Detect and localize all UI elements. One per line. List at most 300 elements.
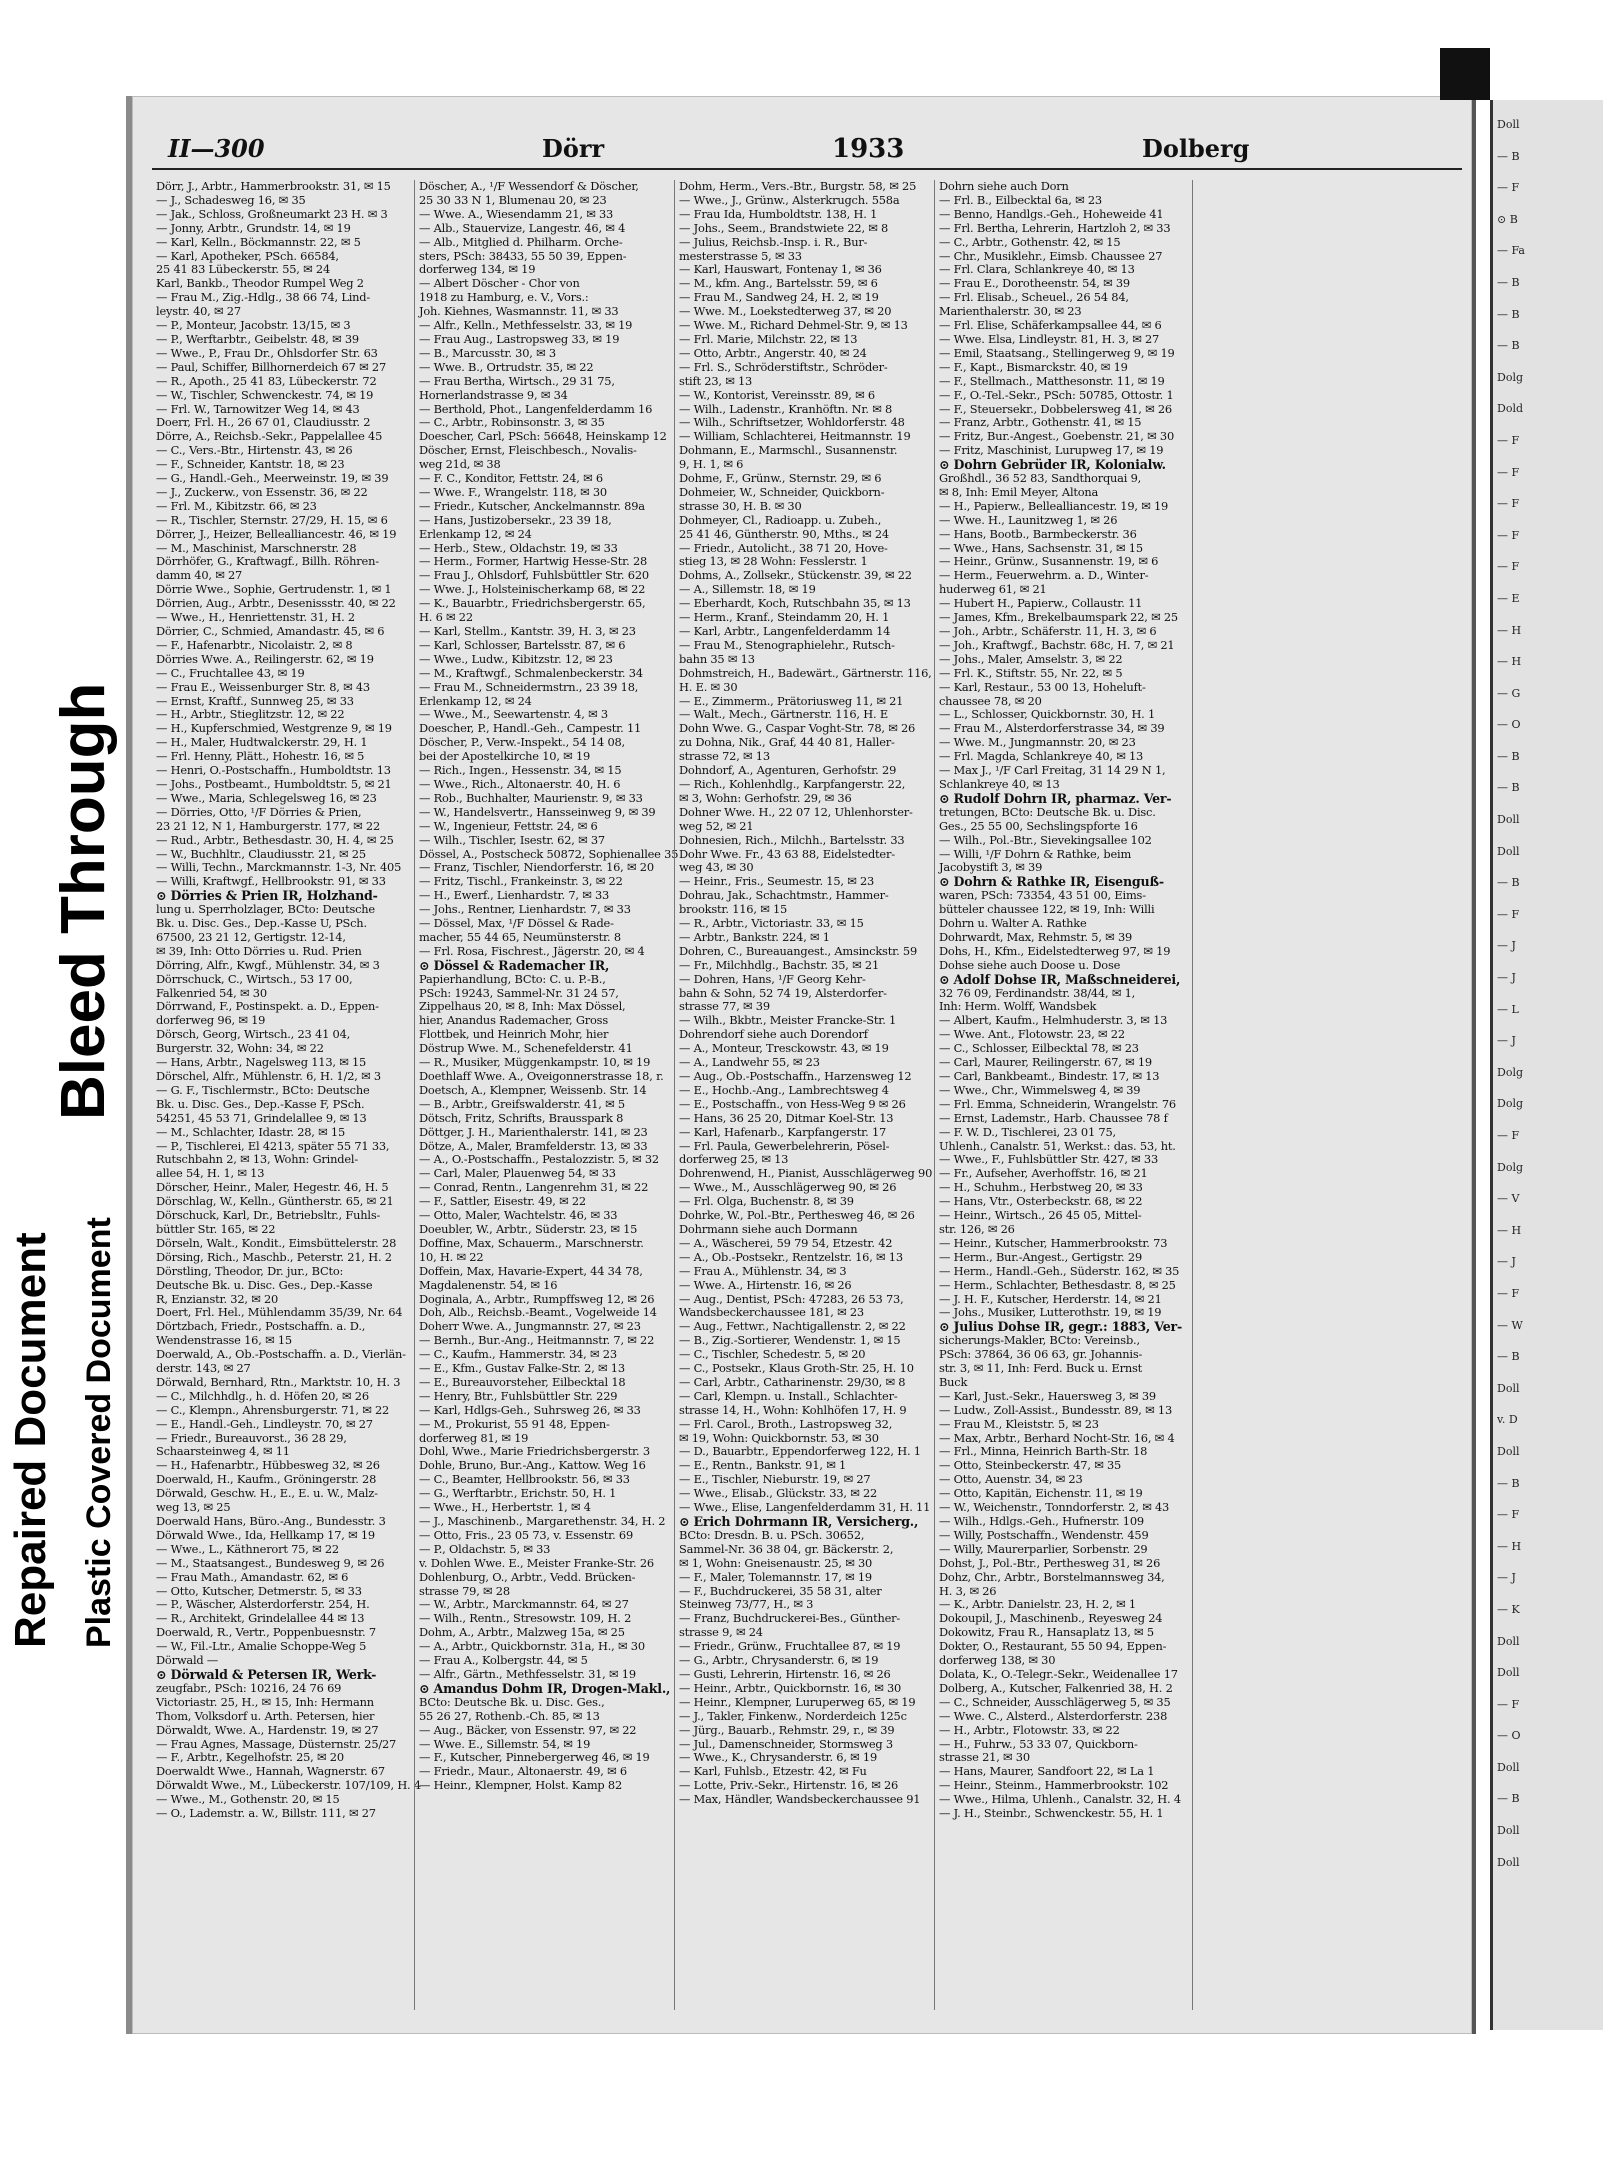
directory-entry: — Wwe., M., Seewartenstr. 4, ✉ 3 (419, 707, 608, 722)
next-page-fragment: — F (1497, 560, 1520, 574)
directory-entry: strasse 79, ✉ 28 (419, 1583, 510, 1598)
directory-entry: — F., Schneider, Kantstr. 18, ✉ 23 (156, 457, 345, 472)
directory-entry: — Johs., Seem., Brandstwiete 22, ✉ 8 (679, 220, 889, 235)
directory-entry: — G., Arbtr., Chrysanderstr. 6, ✉ 19 (679, 1653, 879, 1668)
directory-entry: — F., Arbtr., Kegelhofstr. 25, ✉ 20 (156, 1750, 344, 1765)
directory-entry: H. 3, ✉ 26 (939, 1583, 997, 1598)
directory-entry: — Hans, Vtr., Osterbeckstr. 68, ✉ 22 (939, 1194, 1143, 1209)
directory-entry: Großhdl., 36 52 83, Sandthorquai 9, (939, 471, 1142, 486)
directory-entry: — Hans, Maurer, Sandfoort 22, ✉ La 1 (939, 1764, 1155, 1779)
directory-entry: Joh. Kiehnes, Wasmannstr. 11, ✉ 33 (419, 304, 619, 319)
directory-entry: — Wwe. J., Holsteinischerkamp 68, ✉ 22 (419, 582, 646, 597)
directory-entry: — Wwe. A., Hirtenstr. 16, ✉ 26 (679, 1277, 852, 1292)
directory-entry: — A., Wäscherei, 59 79 54, Etzestr. 42 (679, 1235, 893, 1250)
directory-entry: — Wwe., Rich., Altonaerstr. 40, H. 6 (419, 776, 621, 791)
directory-column-2 (414, 179, 679, 2010)
directory-entry: Dohrenwend, H., Pianist, Ausschlägerweg 90 (679, 1166, 933, 1181)
directory-entry: — Wilh., Pol.-Btr., Sievekingsallee 102 (939, 832, 1152, 847)
directory-entry: Dörring, Alfr., Kwgf., Mühlenstr. 34, ✉ 3 (156, 957, 380, 972)
directory-entry: — Jonny, Arbtr., Grundstr. 14, ✉ 19 (156, 220, 351, 235)
directory-entry: Wandsbeckerchaussee 181, ✉ 23 (679, 1305, 864, 1320)
directory-entry: bei der Apostelkirche 10, ✉ 19 (419, 749, 591, 764)
directory-entry: — Conrad, Rentn., Langenrehm 31, ✉ 22 (419, 1180, 649, 1195)
directory-entry: Dohmann, E., Marmschl., Susannenstr. (679, 443, 898, 458)
directory-entry: — Willi, ¹/F Dohrn & Rathke, beim (939, 846, 1132, 861)
directory-entry: sters, PSch: 38433, 55 50 39, Eppen- (419, 248, 627, 263)
directory-entry: Dörsch, Georg, Wirtsch., 23 41 04, (156, 1027, 351, 1042)
directory-entry: — Lotte, Priv.-Sekr., Hirtenstr. 16, ✉ 26 (679, 1778, 899, 1793)
directory-entry: — Frl. Magda, Schlankreye 40, ✉ 13 (939, 749, 1144, 764)
directory-entry: — M., Maschinist, Marschnerstr. 28 (156, 540, 357, 555)
directory-entry: — Wwe., F., Fuhlsbüttler Str. 427, ✉ 33 (939, 1152, 1159, 1167)
page-number: II—300 (168, 134, 265, 163)
directory-entry: bahn & Sohn, 52 74 19, Alsterdorfer- (679, 985, 887, 1000)
directory-entry: — P., Tischlerei, El 4213, später 55 71 33, (156, 1138, 390, 1153)
directory-entry: Dörre, A., Reichsb.-Sekr., Pappelallee 45 (156, 429, 383, 444)
directory-entry: — Wwe. M., Loekstedterweg 37, ✉ 20 (679, 304, 892, 319)
directory-entry: Victoriastr. 25, H., ✉ 15, Inh: Hermann (156, 1694, 374, 1709)
directory-entry: Döscher, P., Verw.-Inspekt., 54 14 08, (419, 735, 625, 750)
directory-entry: 25 41 46, Güntherstr. 90, Mths., ✉ 24 (679, 526, 889, 541)
directory-entry: Dörwald — (156, 1653, 219, 1668)
directory-entry: Dörseln, Walt., Kondit., Eimsbüttelerstr. 28 (156, 1235, 397, 1250)
directory-entry: — Herm., Former, Hartwig Hesse-Str. 28 (419, 554, 648, 569)
directory-entry: — E., Tischler, Nieburstr. 19, ✉ 27 (679, 1472, 871, 1487)
next-page-fragment: — F (1497, 181, 1520, 195)
directory-entry: — J., Maschinenb., Margarethenstr. 34, H. 2 (419, 1514, 666, 1528)
directory-entry: — Hans, Justizobersekr., 23 39 18, (419, 512, 612, 527)
directory-entry: — Karl, Schlosser, Bartelsstr. 87, ✉ 6 (419, 637, 626, 652)
directory-entry: — C., Arbtr., Gothenstr. 42, ✉ 15 (939, 234, 1121, 249)
directory-entry: — Emil, Staatsang., Stellingerweg 9, ✉ 19 (939, 345, 1175, 360)
directory-entry: — Wwe. Ant., Flotowstr. 23, ✉ 22 (939, 1027, 1125, 1042)
directory-entry: 67500, 23 21 12, Gertigstr. 12-14, (156, 929, 346, 944)
directory-entry: — Frau M., Sandweg 24, H. 2, ✉ 19 (679, 290, 879, 305)
directory-entry: strasse 14, H., Wohn: Kohlhöfen 17, H. 9 (679, 1402, 907, 1417)
directory-entry: — Frau E., Weissenburger Str. 8, ✉ 43 (156, 679, 370, 694)
directory-entry: 54251, 45 53 71, Grindelallee 9, ✉ 13 (156, 1110, 367, 1125)
directory-entry: — Max, Arbtr., Berhard Nocht-Str. 16, ✉ 4 (939, 1430, 1175, 1445)
directory-entry: — A., Landwehr 55, ✉ 23 (679, 1055, 820, 1070)
directory-entry: — Friedr., Grünw., Fruchtallee 87, ✉ 19 (679, 1639, 901, 1654)
directory-entry: — A., Sillemstr. 18, ✉ 19 (679, 582, 816, 597)
directory-entry: — Wwe., H., Herbertstr. 1, ✉ 4 (419, 1500, 591, 1515)
directory-entry: — Bernh., Bur.-Ang., Heitmannstr. 7, ✉ 22 (419, 1333, 655, 1348)
directory-entry: — Alfr., Kelln., Methfesselstr. 33, ✉ 19 (419, 318, 633, 333)
directory-entry: Ges., 25 55 00, Sechslingspforte 16 (939, 818, 1138, 833)
directory-entry: — Wwe., Elise, Langenfelderdamm 31, H. 11 (679, 1500, 931, 1515)
directory-entry: — Heinr., Fris., Seumestr. 15, ✉ 23 (679, 874, 875, 889)
directory-entry: Döscher, Ernst, Fleischbesch., Novalis- (419, 443, 637, 458)
directory-entry: Doginala, A., Arbtr., Rumpffsweg 12, ✉ 26 (419, 1291, 655, 1306)
directory-entry: — M., Staatsangest., Bundesweg 9, ✉ 26 (156, 1555, 385, 1570)
directory-entry: — Karl, Hauswart, Fontenay 1, ✉ 36 (679, 262, 882, 277)
directory-entry: — Willy, Postschaffn., Wendenstr. 459 (939, 1527, 1149, 1542)
directory-entry: — C., Milchhdlg., h. d. Höfen 20, ✉ 26 (156, 1388, 369, 1403)
directory-entry: — F., O.-Tel.-Sekr., PSch: 50785, Ottostr. 1 (939, 387, 1174, 402)
directory-entry: — Karl, Arbtr., Langenfelderdamm 14 (679, 624, 891, 638)
directory-entry: — F., Sattler, Eisestr. 49, ✉ 22 (419, 1194, 586, 1209)
directory-entry: Dörrien, Aug., Arbtr., Desenissstr. 40, ✉ 22 (156, 596, 396, 611)
directory-entry: — Frau M., Zig.-Hdlg., 38 66 74, Lind- (156, 290, 371, 305)
directory-entry: — Fritz, Tischl., Frankeinstr. 3, ✉ 22 (419, 874, 623, 889)
directory-entry: — Frau Aug., Lastropsweg 33, ✉ 19 (419, 331, 620, 346)
directory-entry: — Wwe. M., Richard Dehmel-Str. 9, ✉ 13 (679, 318, 908, 333)
directory-entry: — J., Zuckerw., von Essenstr. 36, ✉ 22 (156, 484, 368, 499)
directory-entry: — Wwe. C., Alsterd., Alsterdorferstr. 238 (939, 1708, 1168, 1723)
directory-entry: — Henry, Btr., Fuhlsbüttler Str. 229 (419, 1388, 618, 1403)
directory-entry: waren, PSch: 73354, 43 51 00, Eims- (939, 888, 1146, 903)
directory-entry: Magdalenenstr. 54, ✉ 16 (419, 1277, 558, 1292)
directory-entry: Dohm, A., Arbtr., Malzweg 15a, ✉ 25 (419, 1625, 625, 1640)
directory-entry: Dörrer, J., Heizer, Bellealliancestr. 46, ✉ 19 (156, 526, 397, 541)
directory-entry: — P., Werftarbtr., Geibelstr. 48, ✉ 39 (156, 331, 359, 346)
directory-entry: ⊙ Rudolf Dohrn IR, pharmaz. Ver- (939, 790, 1172, 806)
directory-entry: — Otto, Steinbeckerstr. 47, ✉ 35 (939, 1458, 1122, 1473)
directory-entry: büttler Str. 165, ✉ 22 (156, 1221, 276, 1236)
directory-entry: — E., Kfm., Gustav Falke-Str. 2, ✉ 13 (419, 1361, 625, 1376)
next-page-fragment: — H (1497, 655, 1522, 669)
directory-entry: derstr. 143, ✉ 27 (156, 1361, 251, 1376)
directory-entry: — F., Stellmach., Matthesonstr. 11, ✉ 19 (939, 373, 1165, 388)
directory-entry: — Joh., Arbtr., Schäferstr. 11, H. 3, ✉ 6 (939, 624, 1157, 638)
directory-entry: — H., Maler, Hudtwalckerstr. 29, H. 1 (156, 735, 368, 750)
directory-entry: — Aug., Dentist, PSch: 47283, 26 53 73, (679, 1291, 904, 1306)
directory-entry: Dokowitz, Frau R., Hansaplatz 13, ✉ 5 (939, 1625, 1154, 1640)
directory-entry: Dörrschuck, C., Wirtsch., 53 17 00, (156, 971, 353, 986)
next-page-fragment: Doll (1497, 1381, 1520, 1395)
directory-entry: Papierhandlung, BCto: C. u. P.-B., (419, 971, 606, 986)
directory-entry: — Carl, Klempn. u. Install., Schlachter- (679, 1388, 898, 1403)
next-page-fragment: — K (1497, 1602, 1520, 1616)
next-page-fragment: — G (1497, 686, 1521, 700)
repaired-document-label: Repaired Document (6, 1232, 55, 1648)
directory-entry: — Rob., Buchhalter, Maurienstr. 9, ✉ 33 (419, 790, 643, 805)
directory-entry: Dohrendorf siehe auch Dorendorf (679, 1027, 868, 1042)
directory-entry: dorferweg 134, ✉ 19 (419, 262, 536, 277)
directory-entry: Burgerstr. 32, Wohn: 34, ✉ 22 (156, 1041, 324, 1056)
directory-entry: — Friedr., Maur., Altonaerstr. 49, ✉ 6 (419, 1764, 627, 1779)
next-page-fragment: — F (1497, 465, 1520, 479)
next-page-fragment: — J (1497, 971, 1516, 985)
directory-entry: — F., Kapt., Bismarckstr. 40, ✉ 19 (939, 359, 1128, 374)
directory-entry: Dörrier, C., Schmied, Amandastr. 45, ✉ 6 (156, 624, 385, 638)
directory-entry: — Heinr., Wirtsch., 26 45 05, Mittel- (939, 1208, 1142, 1223)
directory-entry: — Gusti, Lehrerin, Hirtenstr. 16, ✉ 26 (679, 1666, 891, 1681)
directory-entry: Doffein, Max, Havarie-Expert, 44 34 78, (419, 1263, 643, 1278)
directory-entry: — F., Maler, Tolemannstr. 17, ✉ 19 (679, 1569, 872, 1584)
directory-entry: Doerwaldt Wwe., Hannah, Wagnerstr. 67 (156, 1764, 385, 1779)
directory-column-5 (1192, 180, 1429, 2010)
directory-entry: Dohren, C., Bureauangest., Amsinckstr. 59 (679, 943, 918, 958)
directory-entry: macher, 55 44 65, Neumünsterstr. 8 (419, 929, 621, 944)
directory-entry: Dohmeier, W., Schneider, Quickborn- (679, 484, 885, 499)
directory-entry: Döscher, A., ¹/F Wessendorf & Döscher, (419, 179, 639, 193)
next-page-fragment: — V (1497, 1192, 1520, 1206)
directory-entry: — E., Zimmerm., Prätoriusweg 11, ✉ 21 (679, 693, 904, 708)
directory-entry: 23 21 12, N 1, Hamburgerstr. 177, ✉ 22 (156, 818, 381, 833)
directory-entry: weg 52, ✉ 21 (679, 818, 754, 833)
directory-entry: strasse 9, ✉ 24 (679, 1625, 763, 1640)
directory-entry: — Wwe., Hans, Sachsenstr. 31, ✉ 15 (939, 540, 1143, 555)
directory-entry: Dörrie Wwe., Sophie, Gertrudenstr. 1, ✉ 1 (156, 582, 392, 597)
directory-entry: — Dohren, Hans, ¹/F Georg Kehr- (679, 971, 866, 986)
directory-entry: Dötsch, Fritz, Schrifts, Brausspark 8 (419, 1110, 624, 1125)
directory-entry: dorferweg 81, ✉ 19 (419, 1430, 529, 1445)
directory-entry: — Johs., Musiker, Lutterothstr. 19, ✉ 19 (939, 1305, 1162, 1320)
directory-entry: dorferweg 25, ✉ 13 (679, 1152, 789, 1167)
directory-entry: Dörwaldt, Wwe. A., Hardenstr. 19, ✉ 27 (156, 1722, 379, 1737)
directory-entry: Doethlaff Wwe. A., Oveigonnerstrasse 18, r. (419, 1069, 664, 1083)
directory-entry: — Carl, Maler, Plauenweg 54, ✉ 33 (419, 1166, 616, 1181)
directory-entry: Jacobystift 3, ✉ 39 (939, 860, 1043, 875)
directory-entry: Erlenkamp 12, ✉ 24 (419, 526, 532, 541)
directory-entry: — R., Tischler, Sternstr. 27/29, H. 15, ✉ 6 (156, 512, 388, 527)
directory-entry: 25 41 83 Lübeckerstr. 55, ✉ 24 (156, 262, 330, 277)
directory-entry: chaussee 78, ✉ 20 (939, 693, 1042, 708)
directory-entry: — H., Arbtr., Stieglitzstr. 12, ✉ 22 (156, 707, 345, 722)
next-page-edge (1490, 100, 1603, 2030)
directory-entry: — Albert Döscher - Chor von (419, 276, 580, 291)
next-page-fragment: Dold (1497, 402, 1524, 416)
next-page-fragment: — F (1497, 1286, 1520, 1300)
next-page-fragment: — B (1497, 1350, 1520, 1364)
directory-entry: — C., Tischler, Schedestr. 5, ✉ 20 (679, 1347, 866, 1362)
directory-entry: — Fr., Aufseher, Averhoffstr. 16, ✉ 21 (939, 1166, 1148, 1181)
next-page-fragment: Dolg (1497, 1065, 1524, 1079)
directory-entry: Deutsche Bk. u. Disc. Ges., Dep.-Kasse (156, 1277, 373, 1292)
directory-entry: sicherungs-Makler, BCto: Vereinsb., (939, 1333, 1140, 1348)
directory-entry: Dörschlag, W., Kelln., Güntherstr. 65, ✉ 21 (156, 1194, 394, 1209)
directory-entry: — Aug., Ob.-Postschaffn., Harzensweg 12 (679, 1069, 912, 1083)
directory-entry: — W., Handelsvertr., Hansseinweg 9, ✉ 39 (419, 804, 656, 819)
next-page-fragment: — E (1497, 591, 1520, 605)
directory-entry: Dohmstreich, H., Badewärt., Gärtnerstr. 116, (679, 665, 932, 680)
next-page-fragment: — B (1497, 307, 1520, 321)
directory-entry: — Frau M., Alsterdorferstrasse 34, ✉ 39 (939, 721, 1165, 736)
directory-entry: — Eberhardt, Koch, Rutschbahn 35, ✉ 13 (679, 596, 911, 611)
directory-entry: — Wilh., Ladenstr., Kranhöftn. Nr. ✉ 8 (679, 401, 893, 416)
directory-entry: — Frau M., Kleiststr. 5, ✉ 23 (939, 1416, 1099, 1431)
directory-entry: — Chr., Musiklehr., Eimsb. Chaussee 27 (939, 248, 1163, 263)
plastic-covered-label: Plastic Covered Document (80, 1217, 118, 1648)
directory-entry: — C., Beamter, Hellbrookstr. 56, ✉ 33 (419, 1472, 630, 1487)
directory-entry: — Heinr., Arbtr., Quickbornstr. 16, ✉ 30 (679, 1680, 902, 1695)
directory-entry: — A., Arbtr., Quickbornstr. 31a, H., ✉ 30 (419, 1639, 645, 1654)
directory-entry: Dörsing, Rich., Maschb., Peterstr. 21, H. 2 (156, 1249, 392, 1264)
directory-entry: — B., Zig.-Sortierer, Wendenstr. 1, ✉ 15 (679, 1333, 901, 1348)
directory-entry: Dohrwardt, Max, Rehmstr. 5, ✉ 39 (939, 929, 1133, 944)
directory-entry: — Johs., Postbeamt., Humboldtstr. 5, ✉ 21 (156, 776, 392, 791)
directory-entry: — Frau Ida, Humboldtstr. 138, H. 1 (679, 206, 878, 221)
next-page-fragment: Doll (1497, 1634, 1520, 1648)
next-page-fragment: — F (1497, 528, 1520, 542)
directory-entry: — Heinr., Klempner, Luruperweg 65, ✉ 19 (679, 1694, 916, 1709)
directory-entry: Dohrn u. Walter A. Rathke (939, 916, 1087, 931)
directory-entry: Dötze, A., Maler, Bramfelderstr. 13, ✉ 33 (419, 1138, 648, 1153)
directory-entry: — Friedr., Autolicht., 38 71 20, Hove- (679, 540, 888, 555)
directory-entry: Dörschel, Alfr., Mühlenstr. 6, H. 1/2, ✉ 3 (156, 1069, 381, 1083)
next-page-fragment: — B (1497, 339, 1520, 353)
directory-entry: — Karl, Hafenarb., Karpfangerstr. 17 (679, 1124, 887, 1139)
directory-entry: — H., Kupferschmied, Westgrenze 9, ✉ 19 (156, 721, 392, 736)
directory-entry: — William, Schlachterei, Heitmannstr. 19 (679, 429, 911, 444)
directory-entry: — Otto, Kapitän, Eichenstr. 11, ✉ 19 (939, 1486, 1143, 1501)
directory-entry: ⊙ Erich Dohrmann IR, Versicherg., (679, 1514, 919, 1529)
directory-entry: — K., Arbtr. Danielstr. 23, H. 2, ✉ 1 (939, 1597, 1136, 1612)
directory-entry: stift 23, ✉ 13 (679, 373, 753, 388)
directory-entry: — Frl. Bertha, Lehrerin, Hartzloh 2, ✉ 33 (939, 220, 1171, 235)
next-page-fragment: Dolg (1497, 1097, 1524, 1111)
directory-entry: — Franz, Tischler, Niendorferstr. 16, ✉ 20 (419, 860, 654, 875)
directory-entry: — Wwe. H., Launitzweg 1, ✉ 26 (939, 512, 1118, 527)
directory-entry: — Max, Händler, Wandsbeckerchaussee 91 (679, 1792, 921, 1807)
directory-entry: — Wwe., H., Henriettenstr. 31, H. 2 (156, 610, 355, 625)
directory-entry: Dohn Wwe. G., Caspar Voght-Str. 78, ✉ 26 (679, 721, 916, 736)
directory-entry: leystr. 40, ✉ 27 (156, 304, 241, 319)
directory-entry: — Wwe. M., Jungmannstr. 20, ✉ 23 (939, 735, 1136, 750)
directory-entry: — Frau A., Mühlenstr. 34, ✉ 3 (679, 1263, 847, 1278)
directory-entry: — Aug., Bäcker, von Essenstr. 97, ✉ 22 (419, 1722, 637, 1737)
directory-entry: — Frl. Elise, Schäferkampsallee 44, ✉ 6 (939, 318, 1162, 333)
scan-margin-bottom (0, 2050, 1600, 2177)
directory-entry: stieg 13, ✉ 28 Wohn: Fesslerstr. 1 (679, 554, 868, 569)
directory-entry: — Karl, Restaur., 53 00 13, Hoheluft- (939, 679, 1146, 694)
directory-entry: — Arbtr., Bankstr. 224, ✉ 1 (679, 929, 830, 944)
directory-entry: — Frl. Olga, Buchenstr. 8, ✉ 39 (679, 1194, 854, 1209)
directory-entry: — Wwe., P., Frau Dr., Ohlsdorfer Str. 63 (156, 345, 378, 360)
directory-entry: — H., Ewerf., Lienhardstr. 7, ✉ 33 (419, 888, 610, 903)
directory-entry: — A., O.-Postschaffn., Pestalozzistr. 5, ✉ 32 (419, 1152, 659, 1167)
next-page-fragment: — J (1497, 1255, 1516, 1269)
directory-entry: — Albert, Kaufm., Helmhuderstr. 3, ✉ 13 (939, 1013, 1168, 1028)
directory-entry: — R., Musiker, Müggenkampstr. 10, ✉ 19 (419, 1055, 651, 1070)
directory-entry: Doetsch, A., Klempner, Weissenb. Str. 14 (419, 1082, 647, 1097)
directory-entry: — P., Monteur, Jacobstr. 13/15, ✉ 3 (156, 318, 351, 333)
next-page-fragment: — B (1497, 1476, 1520, 1490)
directory-entry: Bk. u. Disc. Ges., Dep.-Kasse U, PSch. (156, 916, 367, 931)
directory-entry: — Hans, Arbtr., Nagelsweg 113, ✉ 15 (156, 1055, 367, 1070)
next-page-fragment: — H (1497, 1539, 1522, 1553)
directory-entry: — R., Apoth., 25 41 83, Lübeckerstr. 72 (156, 373, 377, 388)
directory-entry: — E., Handl.-Geh., Lindleystr. 70, ✉ 27 (156, 1416, 373, 1431)
directory-entry: Dohme, F., Grünw., Sternstr. 29, ✉ 6 (679, 471, 882, 486)
directory-entry: Doescher, Carl, PSch: 56648, Heinskamp 12 (419, 429, 667, 444)
next-page-fragment: — F (1497, 497, 1520, 511)
directory-entry: — Jak., Schloss, Großneumarkt 23 H. ✉ 3 (156, 206, 388, 221)
directory-entry: ✉ 39, Inh: Otto Dörries u. Rud. Prien (156, 943, 362, 958)
directory-entry: Steinweg 73/77, H., ✉ 3 (679, 1597, 814, 1612)
directory-entry: PSch: 37864, 36 06 63, gr. Johannis- (939, 1347, 1143, 1362)
directory-entry: — Rud., Arbtr., Bethesdastr. 30, H. 4, ✉ 25 (156, 832, 394, 847)
directory-entry: Dolata, K., O.-Telegr.-Sekr., Weidenallee 17 (939, 1666, 1178, 1681)
directory-entry: — P., Oldachstr. 5, ✉ 33 (419, 1541, 551, 1556)
directory-entry: — Friedr., Bureauvorst., 36 28 29, (156, 1430, 347, 1445)
directory-entry: — E., Hochb.-Ang., Lambrechtsweg 4 (679, 1082, 889, 1097)
directory-entry: 25 30 33 N 1, Blumenau 20, ✉ 23 (419, 192, 607, 207)
directory-entry: huderweg 61, ✉ 21 (939, 582, 1047, 597)
directory-entry: — Alb., Mitglied d. Philharm. Orche- (419, 234, 623, 249)
directory-entry: Dohrke, W., Pol.-Btr., Perthesweg 46, ✉ 26 (679, 1208, 915, 1223)
directory-entry: — Franz, Arbtr., Gothenstr. 41, ✉ 15 (939, 415, 1142, 430)
directory-entry: Dörrhöfer, G., Kraftwagf., Billh. Röhren- (156, 554, 379, 569)
next-page-fragment: Doll (1497, 844, 1520, 858)
directory-entry: — Jürg., Bauarb., Rehmstr. 29, r., ✉ 39 (679, 1722, 895, 1737)
directory-entry: — Frl. Clara, Schlankreye 40, ✉ 13 (939, 262, 1135, 277)
directory-entry: — Johs., Rentner, Lienhardstr. 7, ✉ 33 (419, 902, 631, 917)
directory-entry: H. 6 ✉ 22 (419, 610, 473, 625)
directory-entry: v. Dohlen Wwe. E., Meister Franke-Str. 26 (419, 1555, 654, 1570)
directory-entry: — Frl. Henny, Plätt., Hohestr. 16, ✉ 5 (156, 749, 365, 764)
directory-entry: ⊙ Dössel & Rademacher IR, (419, 957, 610, 973)
directory-entry: — Wwe., Hilma, Uhlenh., Canalstr. 32, H. 4 (939, 1792, 1181, 1807)
directory-entry: — Wwe., J., Grünw., Alsterkrugch. 558a (679, 192, 900, 207)
directory-entry: — Frau M., Stenographielehr., Rutsch- (679, 637, 895, 652)
next-page-fragment: — O (1497, 718, 1521, 732)
directory-entry: — Willi, Techn., Marckmannstr. 1-3, Nr. 405 (156, 860, 402, 875)
next-page-fragment: — J (1497, 939, 1516, 953)
directory-entry: — Henri, O.-Postschaffn., Humboldtstr. 13 (156, 763, 391, 778)
directory-entry: — F., Steuersekr., Dobbelersweg 41, ✉ 26 (939, 401, 1172, 416)
directory-entry: — Heinr., Grünw., Susannenstr. 19, ✉ 6 (939, 554, 1159, 569)
directory-entry: — Wwe. B., Ortrudstr. 35, ✉ 22 (419, 359, 594, 374)
directory-entry: Sammel-Nr. 36 38 04, gr. Bäckerstr. 2, (679, 1541, 894, 1556)
directory-entry: — J., Schadesweg 16, ✉ 35 (156, 192, 306, 207)
directory-entry: — W., Buchhltr., Claudiusstr. 21, ✉ 25 (156, 846, 366, 861)
directory-entry: Inh: Herm. Wolff, Wandsbek (939, 999, 1097, 1014)
directory-entry: — Frau A., Kolbergstr. 44, ✉ 5 (419, 1653, 588, 1668)
scan-margin-top (0, 0, 1600, 48)
directory-entry: — Walt., Mech., Gärtnerstr. 116, H. E (679, 707, 888, 722)
directory-entry: Dohz, Chr., Arbtr., Borstelmannsweg 34, (939, 1569, 1165, 1584)
directory-entry: bütteler chaussee 122, ✉ 19, Inh: Willi (939, 902, 1155, 917)
next-page-fragment: — F (1497, 1508, 1520, 1522)
directory-entry: — Otto, Maler, Wachtelstr. 46, ✉ 33 (419, 1208, 618, 1223)
directory-entry: — D., Bauarbtr., Eppendorferweg 122, H. 1 (679, 1444, 921, 1459)
next-page-fragment: Dolg (1497, 370, 1524, 384)
next-page-fragment: — L (1497, 1002, 1519, 1016)
directory-entry: — Benno, Handlgs.-Geh., Hoheweide 41 (939, 206, 1164, 221)
directory-entry: — Willy, Maurerparlier, Sorbenstr. 29 (939, 1541, 1148, 1556)
directory-column-4 (934, 179, 1182, 2010)
directory-entry: — Carl, Bankbeamt., Bindestr. 17, ✉ 13 (939, 1069, 1160, 1083)
directory-entry: — E., Bureauvorsteher, Eilbecktal 18 (419, 1374, 626, 1389)
directory-entry: — Wwe., M., Ausschlägerweg 90, ✉ 26 (679, 1180, 897, 1195)
directory-entry: Dörwaldt Wwe., M., Lübeckerstr. 107/109, H. 4 (156, 1778, 421, 1793)
directory-entry: — Fritz, Maschinist, Lurupweg 17, ✉ 19 (939, 443, 1164, 458)
directory-entry: — H., Schuhm., Herbstweg 20, ✉ 33 (939, 1180, 1143, 1195)
directory-entry: ✉ 3, Wohn: Gerhofstr. 29, ✉ 36 (679, 790, 852, 805)
directory-entry: — Johs., Maler, Amselstr. 3, ✉ 22 (939, 651, 1123, 666)
directory-entry: — Franz, Buchdruckerei-Bes., Günther- (679, 1611, 901, 1626)
directory-entry: 1918 zu Hamburg, e. V., Vors.: (419, 290, 589, 305)
next-page-fragment: Doll (1497, 1855, 1520, 1869)
directory-entry: — Herb., Stew., Oldachstr. 19, ✉ 33 (419, 540, 618, 555)
directory-entry: — G., Handl.-Geh., Meerweinstr. 19, ✉ 39 (156, 471, 389, 486)
directory-entry: — W., Arbtr., Marckmannstr. 64, ✉ 27 (419, 1597, 629, 1612)
directory-entry: Doh, Alb., Reichsb.-Beamt., Vogelweide 14 (419, 1305, 657, 1320)
directory-entry: Doerr, Frl. H., 26 67 01, Claudiusstr. 2 (156, 415, 371, 430)
directory-entry: ⊙ Adolf Dohse IR, Maßschneiderei, (939, 971, 1181, 987)
directory-entry: dorferweg 138, ✉ 30 (939, 1653, 1056, 1668)
next-page-fragment: Doll (1497, 1824, 1520, 1838)
directory-entry: ✉ 1, Wohn: Gneisenaustr. 25, ✉ 30 (679, 1555, 873, 1570)
directory-entry: tretungen, BCto: Deutsche Bk. u. Disc. (939, 804, 1156, 819)
page-header (152, 134, 1462, 170)
directory-entry: Doerwald, R., Vertr., Poppenbuesnstr. 7 (156, 1625, 376, 1640)
directory-entry: 55 26 27, Rothenb.-Ch. 85, ✉ 13 (419, 1708, 600, 1723)
directory-entry: — Frl. K., Stiftstr. 55, Nr. 22, ✉ 5 (939, 665, 1123, 680)
